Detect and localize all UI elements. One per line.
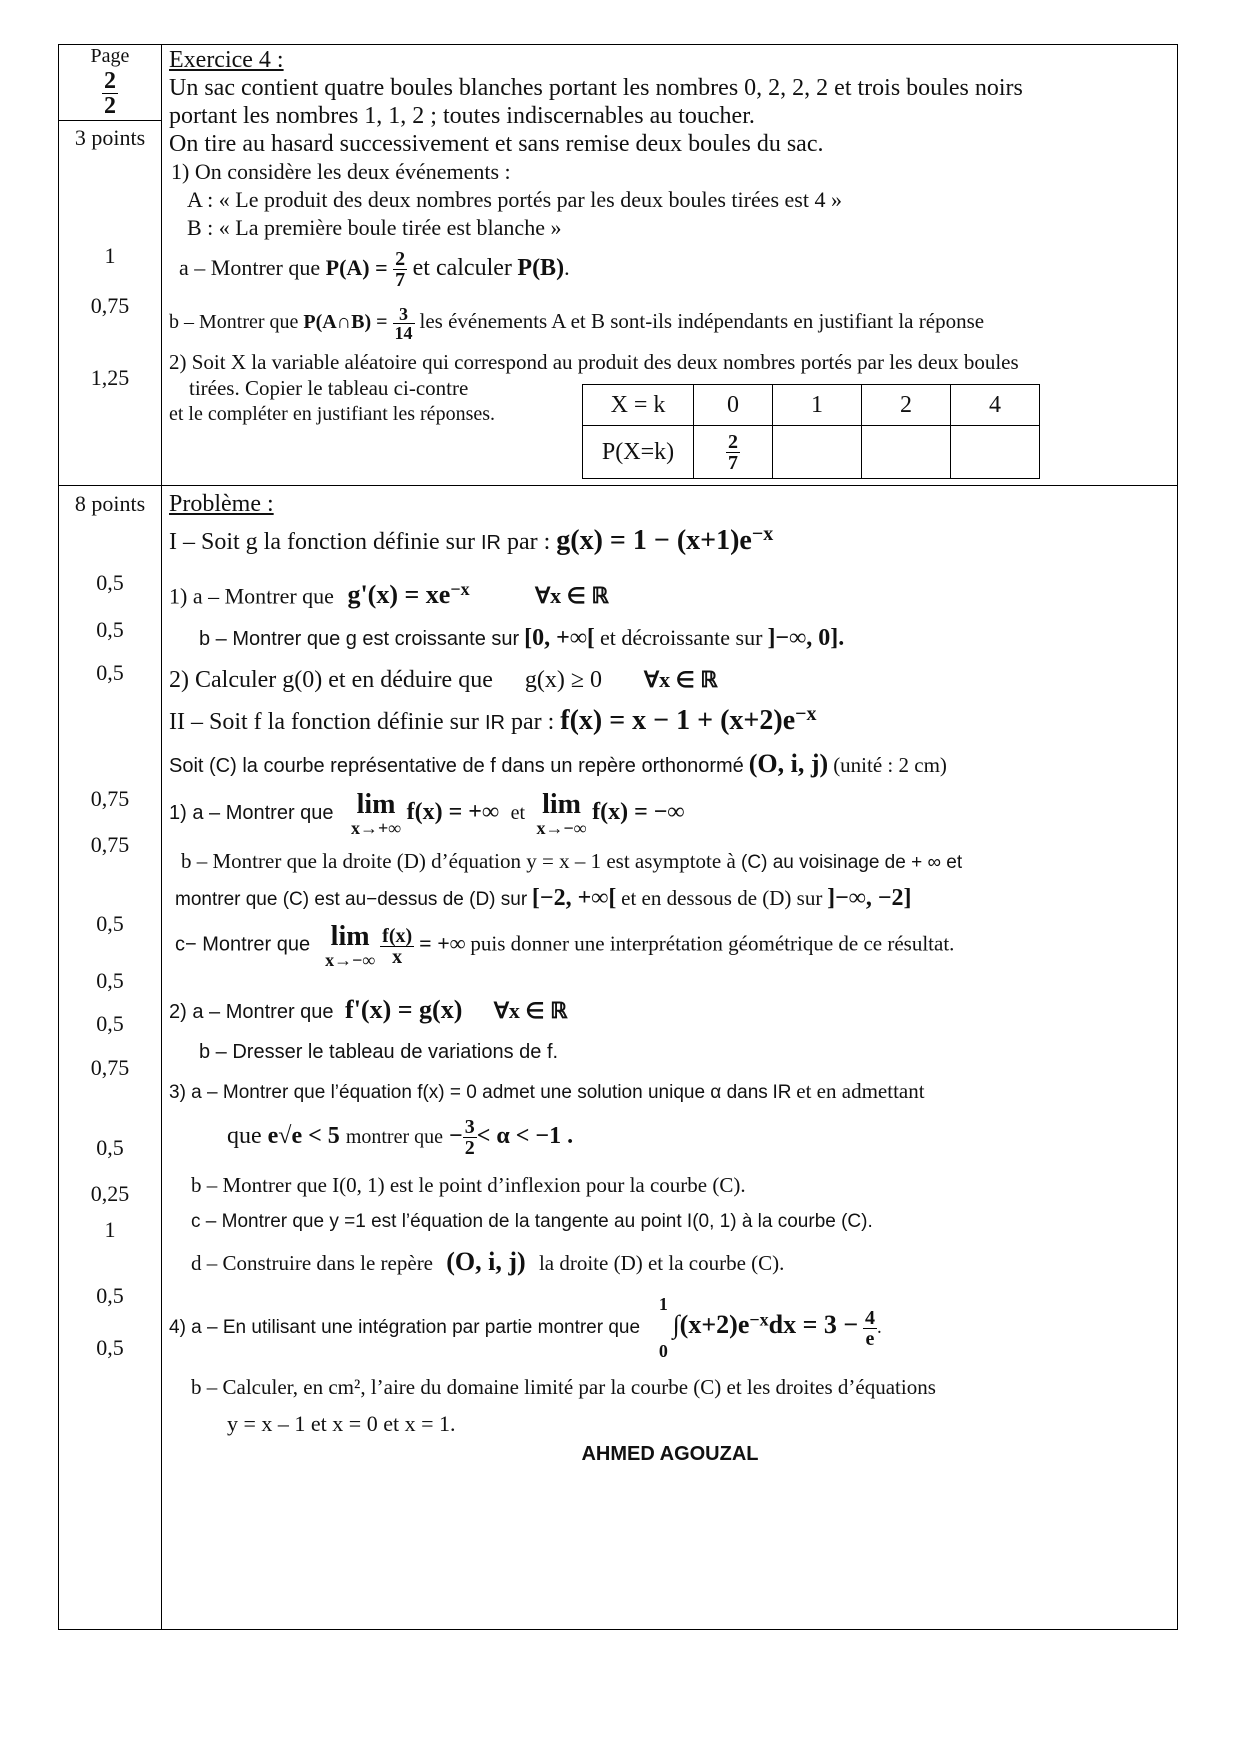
question-construct: d – Construire dans le repère (O, i, j) la droite (D) et la courbe (C). — [191, 1247, 785, 1276]
score-prob: 0,5 — [96, 968, 124, 993]
score-prob: 0,75 — [90, 832, 130, 857]
ex4-text: 1) On considère les deux événements : — [171, 159, 511, 184]
ex4-text: On tire au hasard successivement et sans remise deux boules du sac. — [169, 131, 824, 157]
problem-title: Problème : — [169, 491, 274, 517]
event-a: A : « Le produit des deux nombres portés par les deux boules tirées est 4 » — [187, 187, 842, 212]
question-inflection: b – Montrer que I(0, 1) est le point d’inflexion pour la courbe (C). — [191, 1173, 746, 1197]
event-b: B : « La première boule tirée est blanche » — [187, 215, 562, 240]
question-p1c: c− Montrer que lim x→−∞ $\frac{f(x)}{x}$ = +∞ puis donner une interprétation géométrique de ce résultat. — [175, 921, 955, 970]
part-2-intro: II – Soit f la fonction définie sur IR par : $f(x) = x - 1 + (x+2)e^{-x}$ — [169, 703, 817, 736]
score-prob: 0,75 — [90, 786, 130, 811]
table-cell — [773, 426, 862, 479]
ex4-title: Exercice 4 : — [169, 47, 284, 73]
score-prob: 0,5 — [96, 570, 124, 595]
ex4-text: Un sac contient quatre boules blanches portant les nombres 0, 2, 2, 2 et trois boules noirs — [169, 75, 1023, 101]
table-row — [583, 385, 1040, 426]
table-cell: 0 — [694, 385, 773, 426]
question-limits: 1) a – Montrer que lim x→+∞ f(x) = +∞ et lim x→−∞ f(x) = −∞ — [169, 789, 685, 838]
question-position: montrer que (C) est au−dessus de (D) sur [−2, +∞[ et en dessous de (D) sur ]−∞, −2] — [175, 885, 912, 911]
table-cell: 2 — [862, 385, 951, 426]
score-prob: 0,5 — [96, 1011, 124, 1036]
question-p1b: b – Montrer que g est croissante sur [0, +∞[ et décroissante sur ]−∞, 0]. — [199, 625, 845, 651]
column-divider — [161, 45, 162, 1629]
question-p2: 2) Calculer g(0) et en déduire que g(x) ≥ 0 ∀x ∈ ℝ — [169, 667, 718, 693]
score-prob: 0,75 — [90, 1055, 130, 1080]
question-alpha: 3) a – Montrer que l’équation f(x) = 0 admet une solution unique α dans IR et en admettant — [169, 1079, 925, 1103]
question-2: 2) Soit X la variable aléatoire qui correspond au produit des deux nombres portés par les deux boules — [169, 350, 1019, 374]
table-cell: $\frac{2}{7}$ — [694, 426, 773, 479]
score-prob: 0,5 — [96, 1283, 124, 1308]
curve-definition: Soit (C) la courbe représentative de f dans un repère orthonormé (O, i, j) (unité : 2 cm) — [169, 749, 947, 778]
score-ex4-2: 1,25 — [90, 365, 130, 390]
score-ex4-a: 1 — [104, 243, 116, 268]
table-cell: 4 — [951, 385, 1040, 426]
question-2: et le compléter en justifiant les réponses. — [169, 403, 496, 425]
score-prob: 0,5 — [96, 1335, 124, 1360]
score-prob: 0,5 — [96, 660, 124, 685]
part-1-intro: I – Soit g la fonction définie sur IR par : $g(x) = 1 - (x+1)e^{-x}$ — [169, 523, 774, 556]
score-prob: 0,5 — [96, 617, 124, 642]
page-label: Page — [90, 45, 130, 67]
ex4-text: portant les nombres 1, 1, 2 ; toutes indiscernables au toucher. — [169, 103, 755, 129]
table-cell — [951, 426, 1040, 479]
probability-table — [582, 384, 1040, 479]
score-prob: 1 — [104, 1217, 116, 1242]
question-asymptote: b – Montrer que la droite (D) d’équation y = x – 1 est asymptote à (C) au voisinage de + ∞ et — [181, 849, 963, 873]
section-divider — [59, 485, 1177, 486]
question-1a: a – Montrer que P(A) = $\frac{2}{7}$ et calculer P(B). — [179, 248, 570, 292]
table-row — [583, 426, 1040, 479]
question-derivative: 2) a – Montrer que f'(x) = g(x) ∀x ∈ ℝ — [169, 995, 568, 1024]
question-variations: b – Dresser le tableau de variations de f. — [199, 1041, 559, 1063]
page-number: $\frac{2}{2}$ — [104, 68, 116, 119]
question-tangent: c – Montrer que y =1 est l’équation de la tangente au point I(0, 1) à la courbe (C). — [191, 1211, 873, 1232]
score-prob-total: 8 points — [74, 491, 146, 516]
table-cell: 1 — [773, 385, 862, 426]
question-area-lines: y = x – 1 et x = 0 et x = 1. — [227, 1411, 456, 1436]
score-ex4-total: 3 points — [74, 125, 146, 150]
score-prob: 0,5 — [96, 911, 124, 936]
author-name: AHMED AGOUZAL — [581, 1443, 759, 1465]
score-ex4-b: 0,75 — [90, 293, 130, 318]
question-area: b – Calculer, en cm², l’aire du domaine limité par la courbe (C) et les droites d’équations — [191, 1375, 936, 1399]
question-2: tirées. Copier le tableau ci-contre — [189, 376, 469, 400]
score-prob: 0,25 — [90, 1181, 130, 1206]
page-frame — [58, 44, 1178, 1630]
table-cell: P(X=k) — [583, 426, 694, 479]
question-alpha-bounds: que e√e < 5 montrer que − $\frac{3}{2}$ < α < −1 . — [227, 1116, 574, 1159]
table-cell: X = k — [583, 385, 694, 426]
table-cell — [862, 426, 951, 479]
question-p1a: 1) a – Montrer que $g'(x) = xe^{-x}$ ∀x ∈ ℝ — [169, 579, 609, 610]
question-integral: 4) a – En utilisant une intégration par partie montrer que 1 0 $\int(x+2)e^{-x}dx = 3$ − $\frac{4}{e}$ . — [169, 1294, 882, 1362]
page-header-divider — [59, 120, 161, 121]
question-1b: b – Montrer que P(A∩B) = $\frac{3}{14}$ les événements A et B sont-ils indépendants en justifiant la réponse — [169, 303, 985, 343]
score-prob: 0,5 — [96, 1135, 124, 1160]
